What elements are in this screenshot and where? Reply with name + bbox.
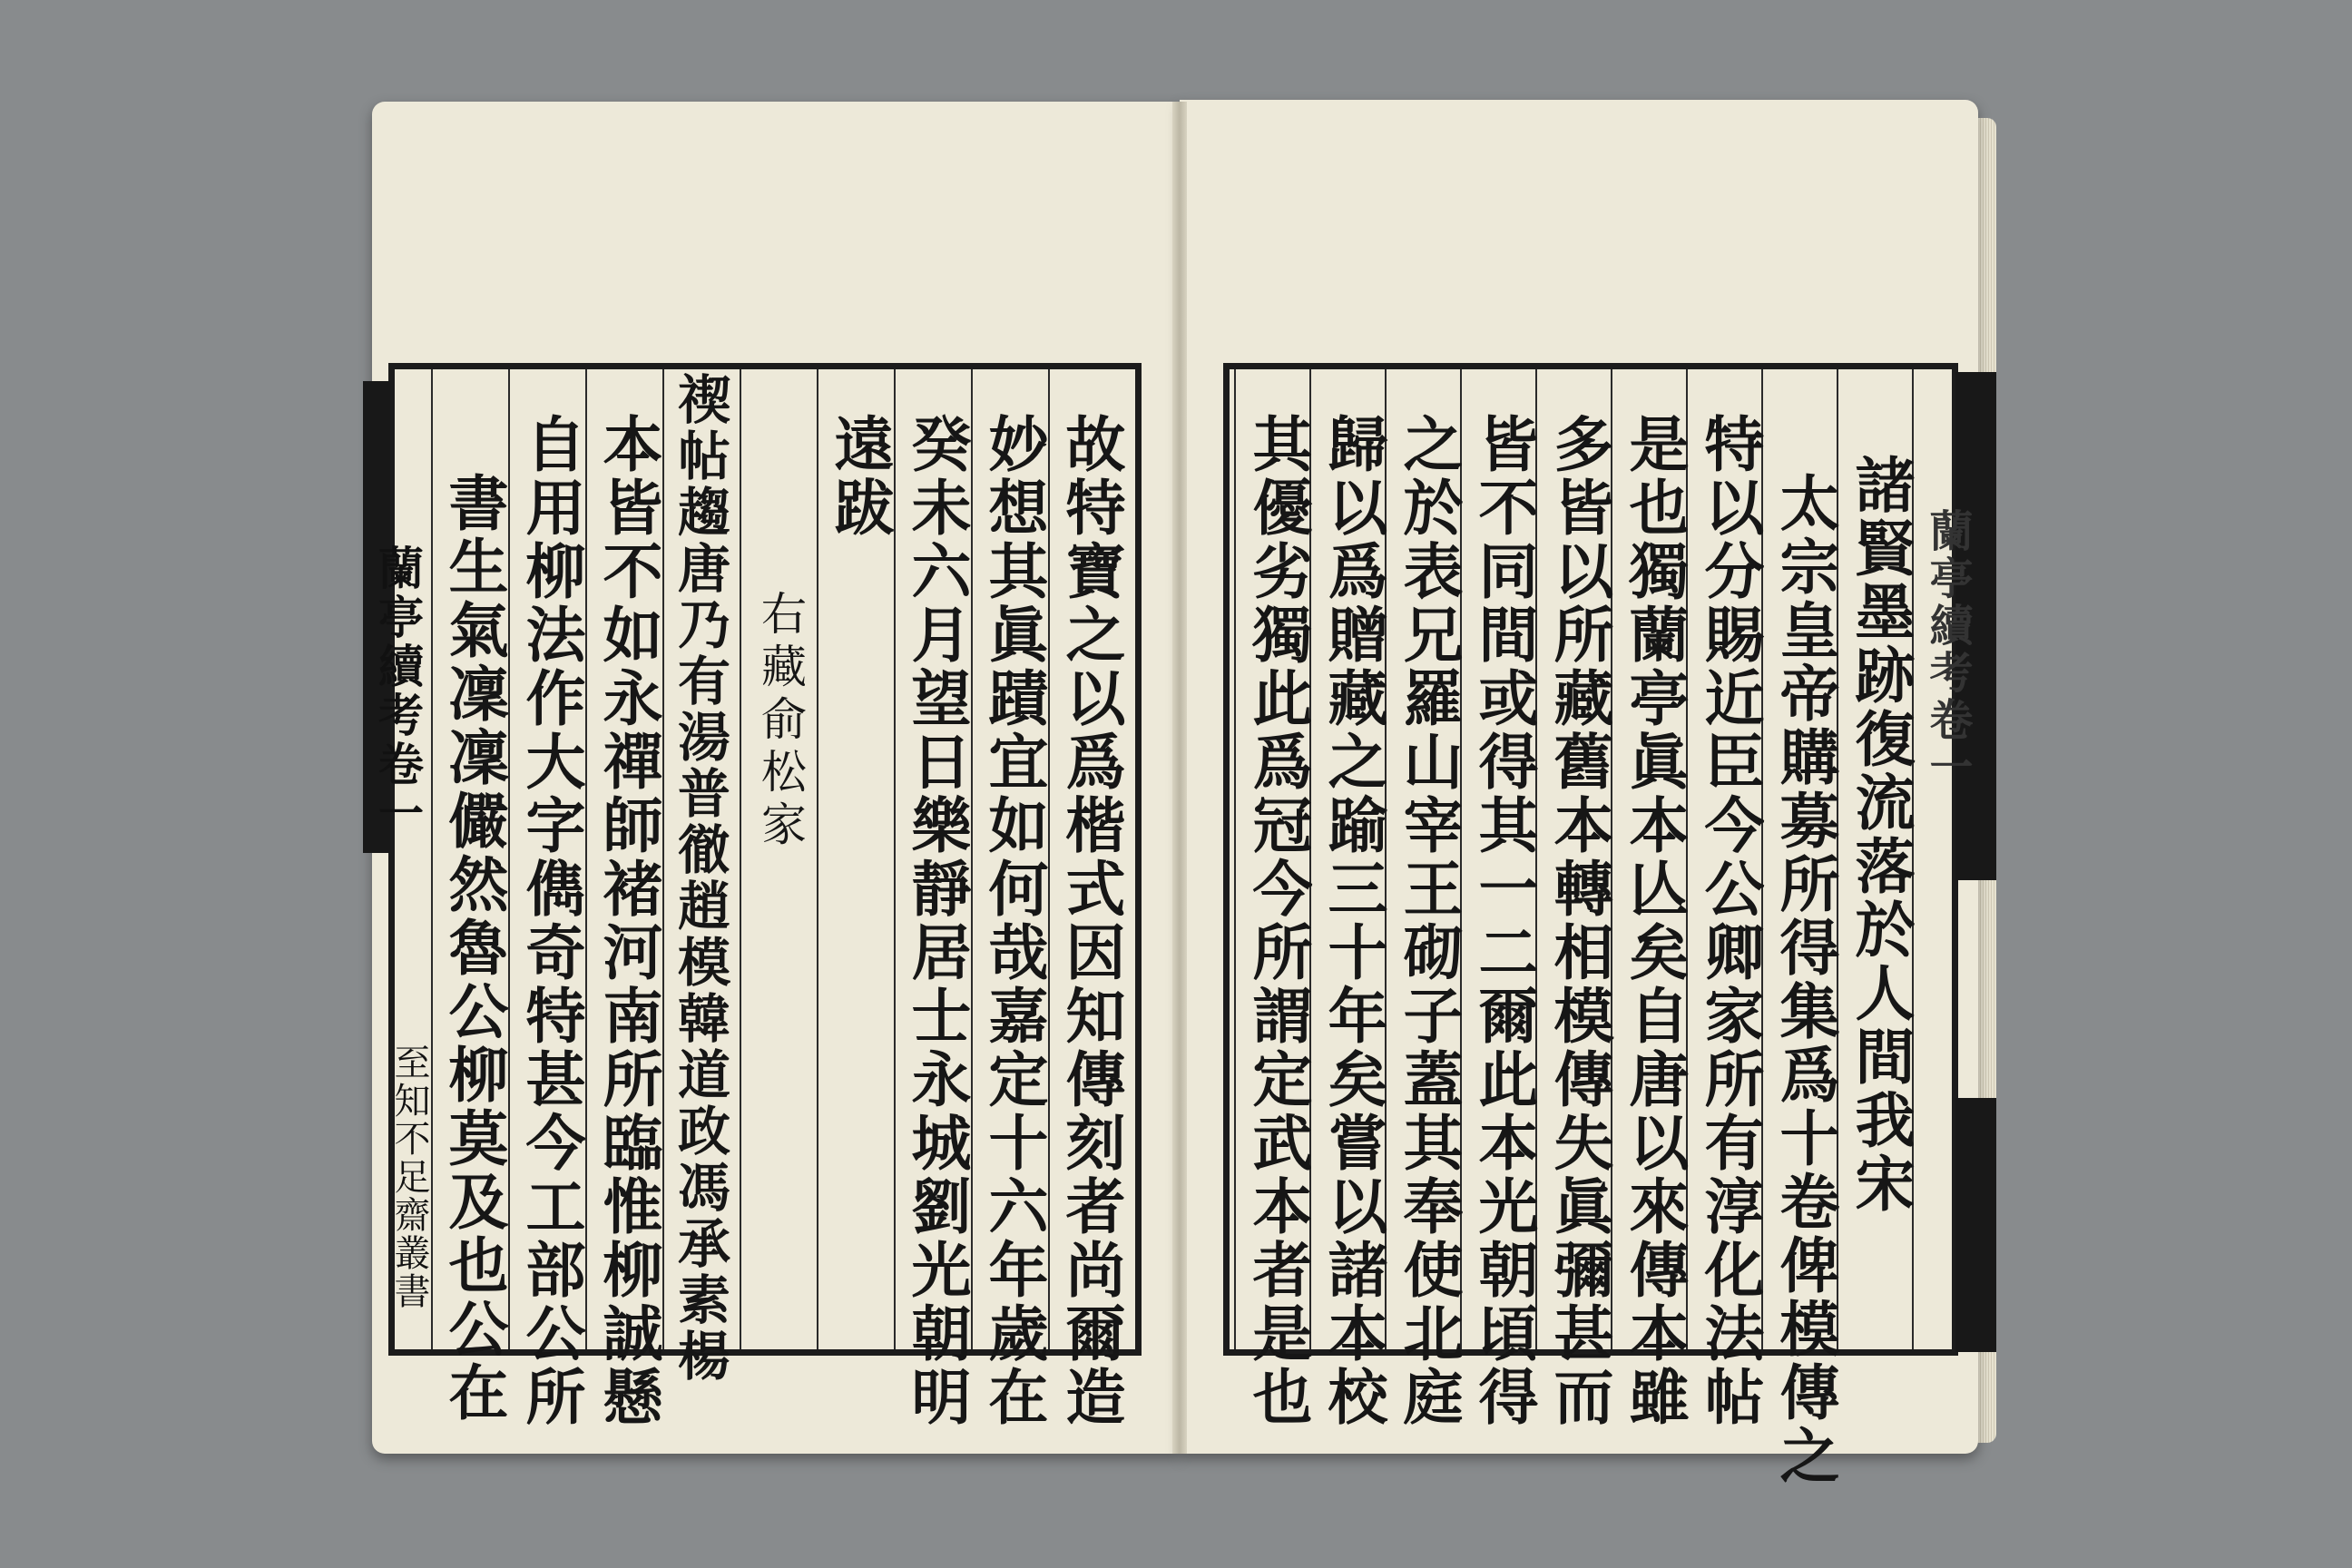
left-margin-title: 蘭亭續考卷一 [371,544,425,838]
text-column: 禊帖趨唐乃有湯普徹趙模韓道政馮承素楊 [669,372,730,1385]
text-column: 右藏俞松家 [754,590,807,853]
text-column: 特以分賜近臣今公卿家所有淳化法帖 [1694,413,1765,1429]
book-spine [1172,102,1187,1454]
text-column: 其優劣獨此爲冠今所謂定武本者是也 [1242,413,1313,1429]
text-column: 之於表兄羅山宰王砌子蓋其奉使北庭 [1393,413,1464,1429]
col-rule [740,369,741,1349]
text-column: 本皆不如永禪師褚河南所臨惟柳誠懸 [593,413,663,1429]
text-column: 癸未六月望日樂靜居士永城劉光朝明 [901,413,972,1429]
text-column: 自用柳法作大字儁奇特甚今工部公所 [515,413,586,1429]
text-column: 多皆以所藏舊本轉相模傳失眞彌甚而 [1544,413,1614,1429]
col-rule [1234,369,1236,1349]
text-column: 遠跋 [824,413,895,540]
right-margin-block-lower [1955,1098,1996,1352]
text-column: 歸以爲贈藏之踰三十年矣嘗以諸本校 [1318,413,1388,1429]
text-column: 是也獨蘭亭眞本亾矣自唐以來傳本雖 [1619,413,1690,1429]
col-rule [817,369,818,1349]
text-column: 太宗皇帝購募所得集爲十卷俾模傳之 [1769,472,1840,1488]
text-column: 諸賢墨跡復流落於人間我宋 [1845,454,1916,1216]
right-margin-title: 蘭亭續考卷一 [1922,508,1973,791]
col-rule [431,369,433,1349]
text-column: 妙想其眞蹟宜如何哉嘉定十六年歲在 [978,413,1049,1429]
text-column: 故特寶之以爲楷式因知傳刻者尚爾造 [1055,413,1126,1429]
left-imprint: 至知不足齋叢書 [388,1044,430,1310]
text-column: 皆不同間或得其一二爾此本光朝頃得 [1468,413,1539,1429]
text-column: 書生氣凜凜儼然魯公柳莫及也公在 [438,472,509,1425]
